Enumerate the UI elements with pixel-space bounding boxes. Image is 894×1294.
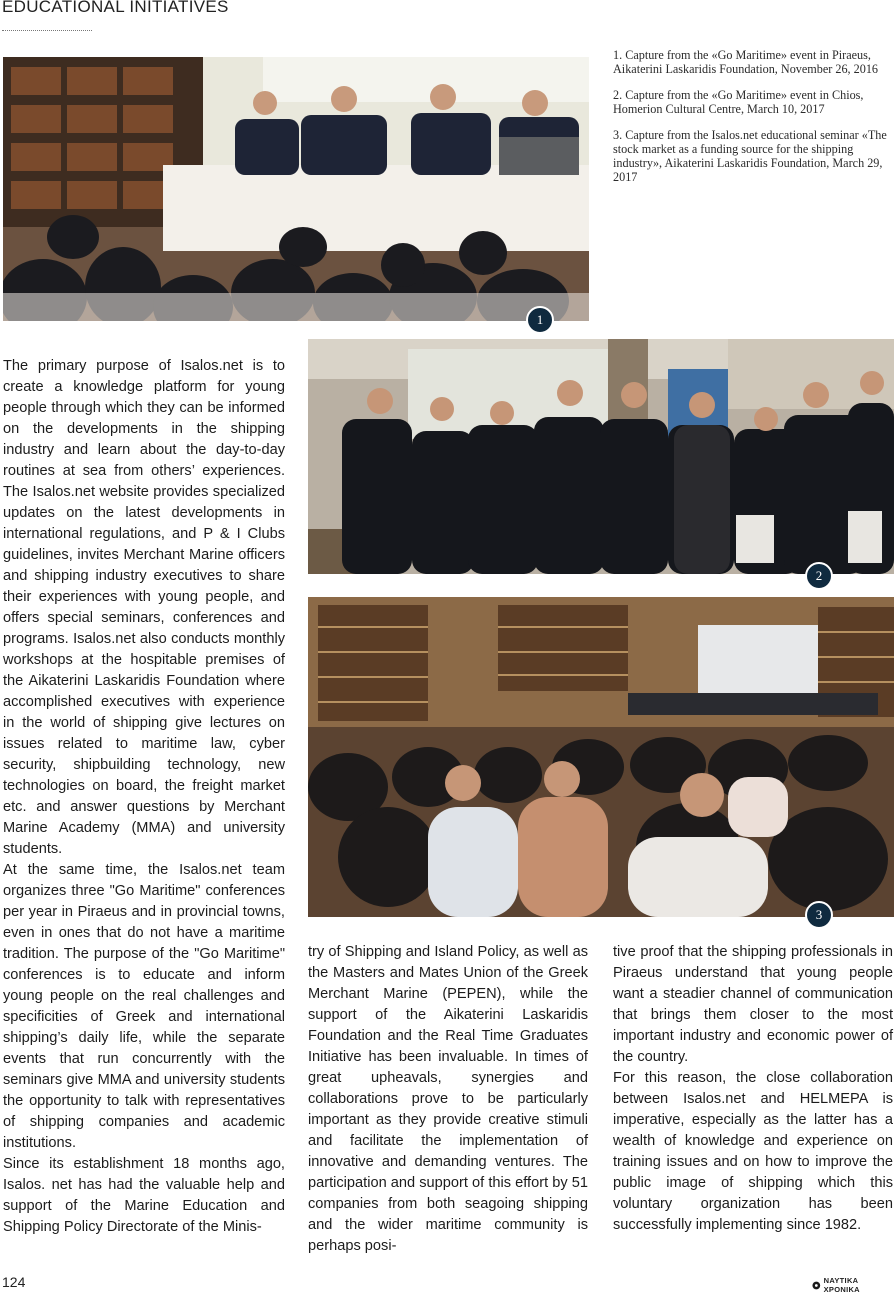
ship-wheel-icon [812, 1281, 821, 1290]
photo-3-number-badge: 3 [805, 901, 833, 929]
paragraph: Since its establishment 18 months ago, Isalos. net has had the valuable help and support of the Marine Education and Shipping Policy Directorate of the Minis- [3, 1156, 285, 1235]
photo-captions [613, 48, 893, 196]
paragraph: For this reason, the close collaboration between Isalos.net and HELMEPA is imperative, especially as the latter has a wealth of knowledge and experience on training issues and on how to improve the public image of shipping which this voluntary organization has been successfully implementing since 1982. [613, 1070, 893, 1233]
title-divider [2, 30, 92, 31]
page-number: 124 [2, 1274, 26, 1290]
paragraph: At the same time, the Isalos.net team organizes three "Go Maritime" conferences per year in Piraeus and in provincial towns, even in ones that do not have a maritime tradition. The purpose of the "Go Maritime" conferences is to educate and inform young people on the real challenges and specificities of Greek and international shipping’s daily life, while the separate events that run concurrently with the seminars give MMA and university students the opportunity to talk with representatives of shipping companies and academic institutions. [3, 862, 285, 1151]
article-column-2 [308, 942, 588, 1257]
photo-1 [3, 57, 589, 321]
group-photo-icon [308, 339, 894, 574]
photo-2-number-badge: 2 [805, 562, 833, 590]
section-title: EDUCATIONAL INITIATIVES [2, 0, 229, 16]
paragraph: tive proof that the shipping professionals in Piraeus understand that young people want a steadier channel of communication that brings them closer to the most important industry and economic power of the country. [613, 944, 893, 1065]
photo-2 [308, 339, 894, 574]
magazine-logo [812, 1276, 894, 1294]
photo-1-number-badge: 1 [526, 306, 554, 334]
conference-panel-photo-icon [3, 57, 589, 321]
article-column-1 [3, 356, 285, 1238]
paragraph: The primary purpose of Isalos.net is to create a knowledge platform for young people through which they can be informed on the developments in the shipping industry and learn about the day-to-day routines at sea from others’ experiences. The Isalos.net website provides specialized updates on the latest developments in international regulations, and P & I Clubs guidelines, invites Merchant Marine officers and shipping industry executives to share their experiences with young people, and offers special seminars, conferences and programs. Isalos.net also conducts monthly workshops at the hospitable premises of the Aikaterini Laskaridis Foundation where accomplished executives with experience in the world of shipping give lectures on issues related to maritime law, cyber security, shipbuilding technology, new technologies on board, the freight market etc. and answer questions by Merchant Marine Academy (MMA) and university students. [3, 358, 285, 857]
photo-3 [308, 597, 894, 917]
seminar-audience-photo-icon [308, 597, 894, 917]
caption-2: 2. Capture from the «Go Maritime» event in Chios, Homerion Cultural Centre, March 10, 2017 [613, 88, 864, 116]
magazine-name: ΝΑΥΤΙΚΑ ΧΡΟΝΙΚΑ [823, 1276, 860, 1294]
caption-1: 1. Capture from the «Go Maritime» event in Piraeus, Aikaterini Laskaridis Foundation, November 26, 2016 [613, 48, 879, 76]
paragraph: try of Shipping and Island Policy, as well as the Masters and Mates Union of the Greek Merchant Marine (PEPEN), while the support of the Aikaterini Laskaridis Foundation and the Real Time Graduates Initiative has been invaluable. In times of great upheavals, synergies and collaborations prove to be particularly important as they provide creative stimuli and facilitate the implementation of innovative and demanding ventures. The participation and support of this effort by 51 companies from both seagoing shipping and the wider maritime community is perhaps posi- [308, 944, 588, 1254]
article-column-3 [613, 942, 893, 1236]
caption-3: 3. Capture from the Isalos.net educational seminar «The stock market as a funding source for the shipping industry», Aikaterini Laskaridis Foundation, March 29, 2017 [613, 128, 887, 184]
